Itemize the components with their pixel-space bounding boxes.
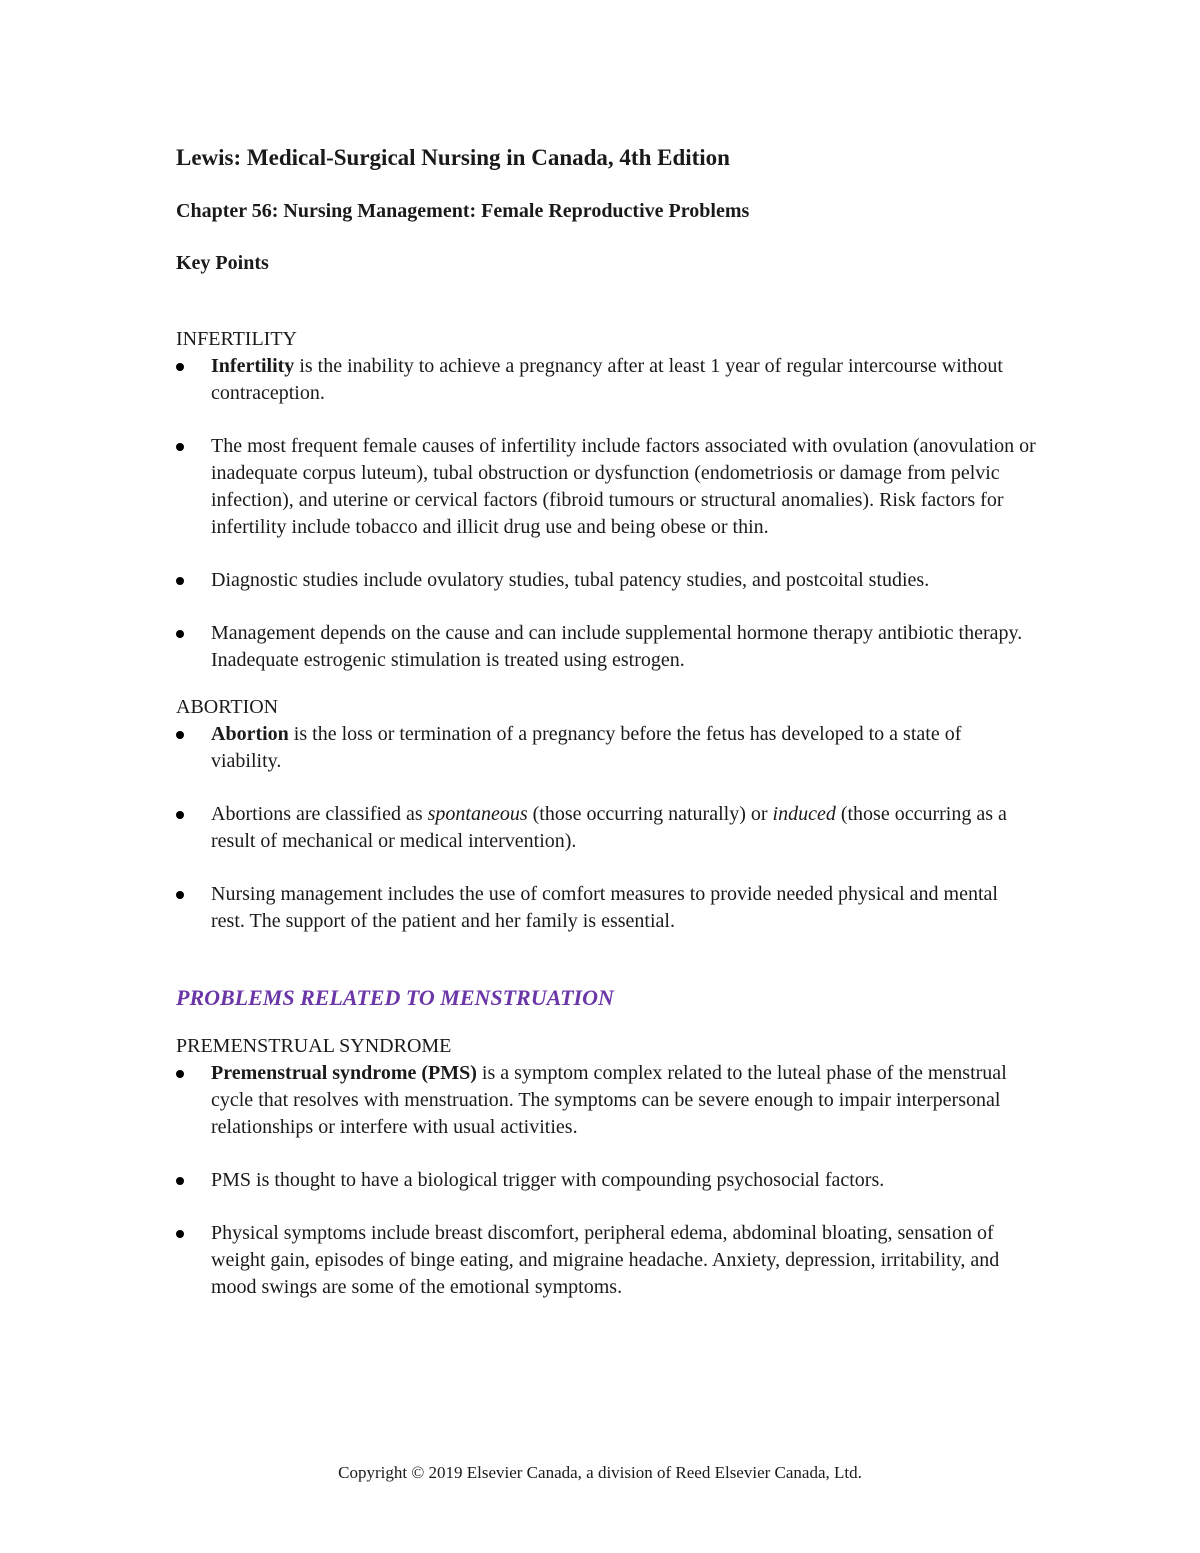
key-term: Premenstrual syndrome (PMS) — [211, 1062, 477, 1084]
bullet-text: is a symptom complex related to the luteal phase of the menstrual cycle that resolves with menstruation. The symptoms can be severe enough to impair interpersonal relationships or interfere with usual activities. — [211, 1062, 1007, 1138]
bullet-icon — [176, 630, 184, 638]
bullet-text: (those occurring as a result of mechanical or medical intervention). — [211, 803, 1007, 852]
bullet-text: Physical symptoms include breast discomfort, peripheral edema, abdominal bloating, sensation of weight gain, episodes of binge eating, and migraine headache. Anxiety, depression, irritability, and mood swings are some of the emotional symptoms. — [211, 1222, 1000, 1298]
list-item — [176, 881, 1036, 935]
bullet-text: PMS is thought to have a biological trigger with compounding psychosocial factors. — [211, 1169, 885, 1191]
bullet-icon — [176, 1177, 184, 1185]
bullet-icon — [176, 577, 184, 585]
bullet-text: is the loss or termination of a pregnancy before the fetus has developed to a state of viability. — [211, 723, 962, 772]
list-item — [176, 801, 1036, 855]
bullet-text: The most frequent female causes of infertility include factors associated with ovulation (anovulation or inadequate corpus luteum), tubal obstruction or dysfunction (endometriosis or damage from pelvic infection), and uterine or cervical factors (fibroid tumours or structural anomalies). Risk factors for infertility include tobacco and illicit drug use and being obese or thin. — [211, 435, 1036, 538]
infertility-bullet-list — [176, 353, 1036, 674]
bullet-icon — [176, 1230, 184, 1238]
bullet-icon — [176, 731, 184, 739]
emphasis-term: induced — [772, 803, 836, 825]
list-item — [176, 1220, 1036, 1301]
bullet-icon — [176, 363, 184, 371]
pms-bullet-list — [176, 1060, 1036, 1301]
copyright-footer: Copyright © 2019 Elsevier Canada, a division of Reed Elsevier Canada, Ltd. — [338, 1463, 862, 1482]
bullet-icon — [176, 1070, 184, 1078]
menstruation-section-heading: PROBLEMS RELATED TO MENSTRUATION — [176, 985, 614, 1010]
bullet-text: is the inability to achieve a pregnancy after at least 1 year of regular intercourse without contraception. — [211, 355, 1003, 404]
list-item — [176, 1167, 1036, 1194]
pms-heading: PREMENSTRUAL SYNDROME — [176, 1035, 452, 1057]
key-term: Abortion — [211, 723, 289, 745]
bullet-text: Nursing management includes the use of comfort measures to provide needed physical and mental rest. The support of the patient and her family is essential. — [211, 883, 998, 932]
page-content — [176, 142, 1036, 1301]
list-item — [176, 567, 1036, 594]
list-item — [176, 353, 1036, 407]
list-item — [176, 620, 1036, 674]
list-item — [176, 433, 1036, 541]
bullet-text: (those occurring naturally) or — [527, 803, 773, 825]
bullet-icon — [176, 811, 184, 819]
list-item — [176, 721, 1036, 775]
key-term: Infertility — [211, 355, 295, 377]
chapter-title: Chapter 56: Nursing Management: Female Reproductive Problems — [176, 200, 750, 222]
abortion-heading: ABORTION — [176, 696, 279, 718]
bullet-text: Abortions are classified as — [211, 803, 428, 825]
bullet-icon — [176, 443, 184, 451]
list-item — [176, 1060, 1036, 1141]
key-points-heading: Key Points — [176, 252, 269, 274]
abortion-bullet-list — [176, 721, 1036, 935]
document-title: Lewis: Medical-Surgical Nursing in Canada, 4th Edition — [176, 145, 730, 170]
bullet-text: Management depends on the cause and can include supplemental hormone therapy antibiotic therapy. Inadequate estrogenic stimulation is treated using estrogen. — [211, 622, 1023, 671]
bullet-text: Diagnostic studies include ovulatory studies, tubal patency studies, and postcoital studies. — [211, 569, 930, 591]
emphasis-term: spontaneous — [427, 803, 528, 825]
bullet-icon — [176, 891, 184, 899]
infertility-heading: INFERTILITY — [176, 328, 297, 350]
